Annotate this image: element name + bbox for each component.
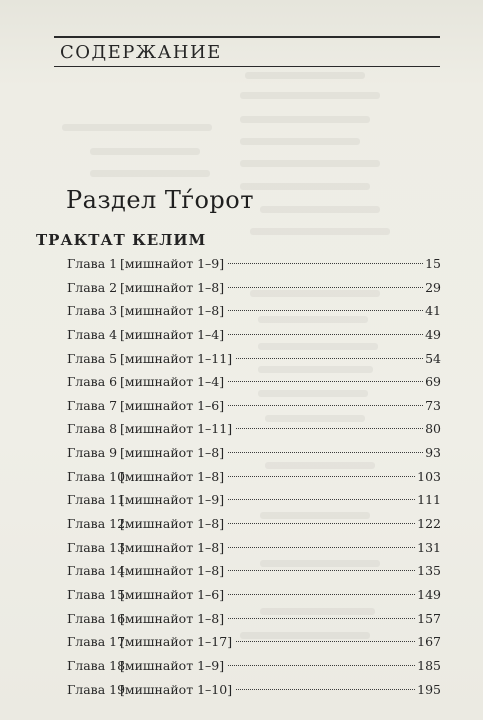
toc-page-number: 149 <box>417 586 441 602</box>
toc-page-number: 122 <box>417 516 441 532</box>
toc-dot-leader <box>236 358 423 359</box>
toc-page-number: 29 <box>425 279 441 295</box>
toc-page-number: 157 <box>417 610 441 626</box>
toc-dot-leader <box>228 452 423 453</box>
toc-chapter-label: Глава 9 <box>67 445 118 461</box>
toc-page-number: 80 <box>425 421 441 437</box>
toc-entry <box>67 654 441 678</box>
toc-chapter-label: Глава 12 <box>67 516 126 532</box>
toc-page-number: 54 <box>425 350 441 366</box>
toc-mishnayot-range: [мишнайот 1–8] <box>120 279 225 295</box>
table-of-contents <box>67 252 441 701</box>
toc-dot-leader <box>228 405 423 406</box>
toc-entry <box>67 607 441 631</box>
toc-entry <box>67 252 441 276</box>
page-header-title: СОДЕРЖАНИЕ <box>60 42 222 63</box>
toc-entry <box>67 441 441 465</box>
toc-entry <box>67 512 441 536</box>
toc-chapter-label: Глава 10 <box>67 468 126 484</box>
toc-entry <box>67 536 441 560</box>
toc-dot-leader <box>228 618 415 619</box>
toc-chapter-label: Глава 1 <box>67 256 118 271</box>
toc-mishnayot-range: [мишнайот 1–4] <box>120 326 225 342</box>
toc-chapter-label: Глава 11 <box>67 492 126 508</box>
toc-dot-leader <box>236 689 415 690</box>
toc-mishnayot-range: [мишнайот 1–6] <box>120 586 225 602</box>
toc-mishnayot-range: [мишнайот 1–6] <box>120 397 225 413</box>
toc-dot-leader <box>228 381 423 382</box>
toc-mishnayot-range: [мишнайот 1–10] <box>120 681 233 697</box>
toc-mishnayot-range: [мишнайот 1–8] <box>120 539 225 555</box>
toc-dot-leader <box>228 476 415 477</box>
section-title: Раздел Тѓорот <box>66 186 255 214</box>
toc-chapter-label: Глава 8 <box>67 421 118 437</box>
toc-page-number: 41 <box>425 303 441 319</box>
toc-chapter-label: Глава 3 <box>67 303 118 319</box>
toc-mishnayot-range: [мишнайот 1–11] <box>120 421 233 437</box>
toc-page-number: 167 <box>417 634 441 650</box>
toc-entry <box>67 370 441 394</box>
treatise-title: ТРАКТАТ КЕЛИМ <box>36 231 207 249</box>
header-bottom-rule <box>54 66 440 67</box>
toc-mishnayot-range: [мишнайот 1–9] <box>120 256 225 271</box>
toc-entry <box>67 299 441 323</box>
toc-mishnayot-range: [мишнайот 1–8] <box>120 610 225 626</box>
toc-mishnayot-range: [мишнайот 1–8] <box>120 563 225 579</box>
toc-mishnayot-range: [мишнайот 1–4] <box>120 374 225 390</box>
toc-entry <box>67 347 441 371</box>
toc-mishnayot-range: [мишнайот 1–8] <box>120 445 225 461</box>
toc-page-number: 103 <box>417 468 441 484</box>
toc-mishnayot-range: [мишнайот 1–8] <box>120 303 225 319</box>
toc-entry <box>67 583 441 607</box>
toc-dot-leader <box>228 547 415 548</box>
toc-chapter-label: Глава 16 <box>67 610 126 626</box>
toc-chapter-label: Глава 13 <box>67 539 126 555</box>
toc-chapter-label: Глава 6 <box>67 374 118 390</box>
toc-chapter-label: Глава 7 <box>67 397 118 413</box>
toc-entry <box>67 323 441 347</box>
toc-page-number: 111 <box>417 492 441 508</box>
toc-chapter-label: Глава 4 <box>67 326 118 342</box>
toc-page-number: 135 <box>417 563 441 579</box>
toc-mishnayot-range: [мишнайот 1–9] <box>120 657 225 673</box>
toc-dot-leader <box>228 570 415 571</box>
toc-dot-leader <box>236 428 423 429</box>
toc-dot-leader <box>228 334 423 335</box>
toc-page-number: 195 <box>417 681 441 697</box>
toc-page-number: 15 <box>425 256 441 271</box>
toc-dot-leader <box>228 594 415 595</box>
toc-page-number: 131 <box>417 539 441 555</box>
toc-mishnayot-range: [мишнайот 1–8] <box>120 516 225 532</box>
toc-chapter-label: Глава 19 <box>67 681 126 697</box>
toc-dot-leader <box>228 263 423 264</box>
toc-dot-leader <box>228 665 415 666</box>
toc-entry <box>67 488 441 512</box>
header-top-rule <box>54 36 440 38</box>
toc-dot-leader <box>228 287 423 288</box>
toc-dot-leader <box>228 499 415 500</box>
toc-page-number: 93 <box>425 445 441 461</box>
toc-entry <box>67 417 441 441</box>
toc-entry <box>67 559 441 583</box>
toc-mishnayot-range: [мишнайот 1–8] <box>120 468 225 484</box>
toc-page-number: 49 <box>425 326 441 342</box>
toc-mishnayot-range: [мишнайот 1–11] <box>120 350 233 366</box>
toc-page-number: 73 <box>425 397 441 413</box>
toc-dot-leader <box>228 523 415 524</box>
toc-page-number: 185 <box>417 657 441 673</box>
toc-chapter-label: Глава 2 <box>67 279 118 295</box>
toc-entry <box>67 465 441 489</box>
toc-chapter-label: Глава 5 <box>67 350 118 366</box>
toc-entry <box>67 630 441 654</box>
toc-entry <box>67 678 441 702</box>
toc-entry <box>67 276 441 300</box>
toc-dot-leader <box>236 641 415 642</box>
toc-page-number: 69 <box>425 374 441 390</box>
toc-dot-leader <box>228 310 423 311</box>
toc-mishnayot-range: [мишнайот 1–17] <box>120 634 233 650</box>
toc-mishnayot-range: [мишнайот 1–9] <box>120 492 225 508</box>
toc-chapter-label: Глава 15 <box>67 586 126 602</box>
toc-chapter-label: Глава 14 <box>67 563 126 579</box>
toc-chapter-label: Глава 18 <box>67 657 126 673</box>
toc-chapter-label: Глава 17 <box>67 634 126 650</box>
toc-entry <box>67 394 441 418</box>
